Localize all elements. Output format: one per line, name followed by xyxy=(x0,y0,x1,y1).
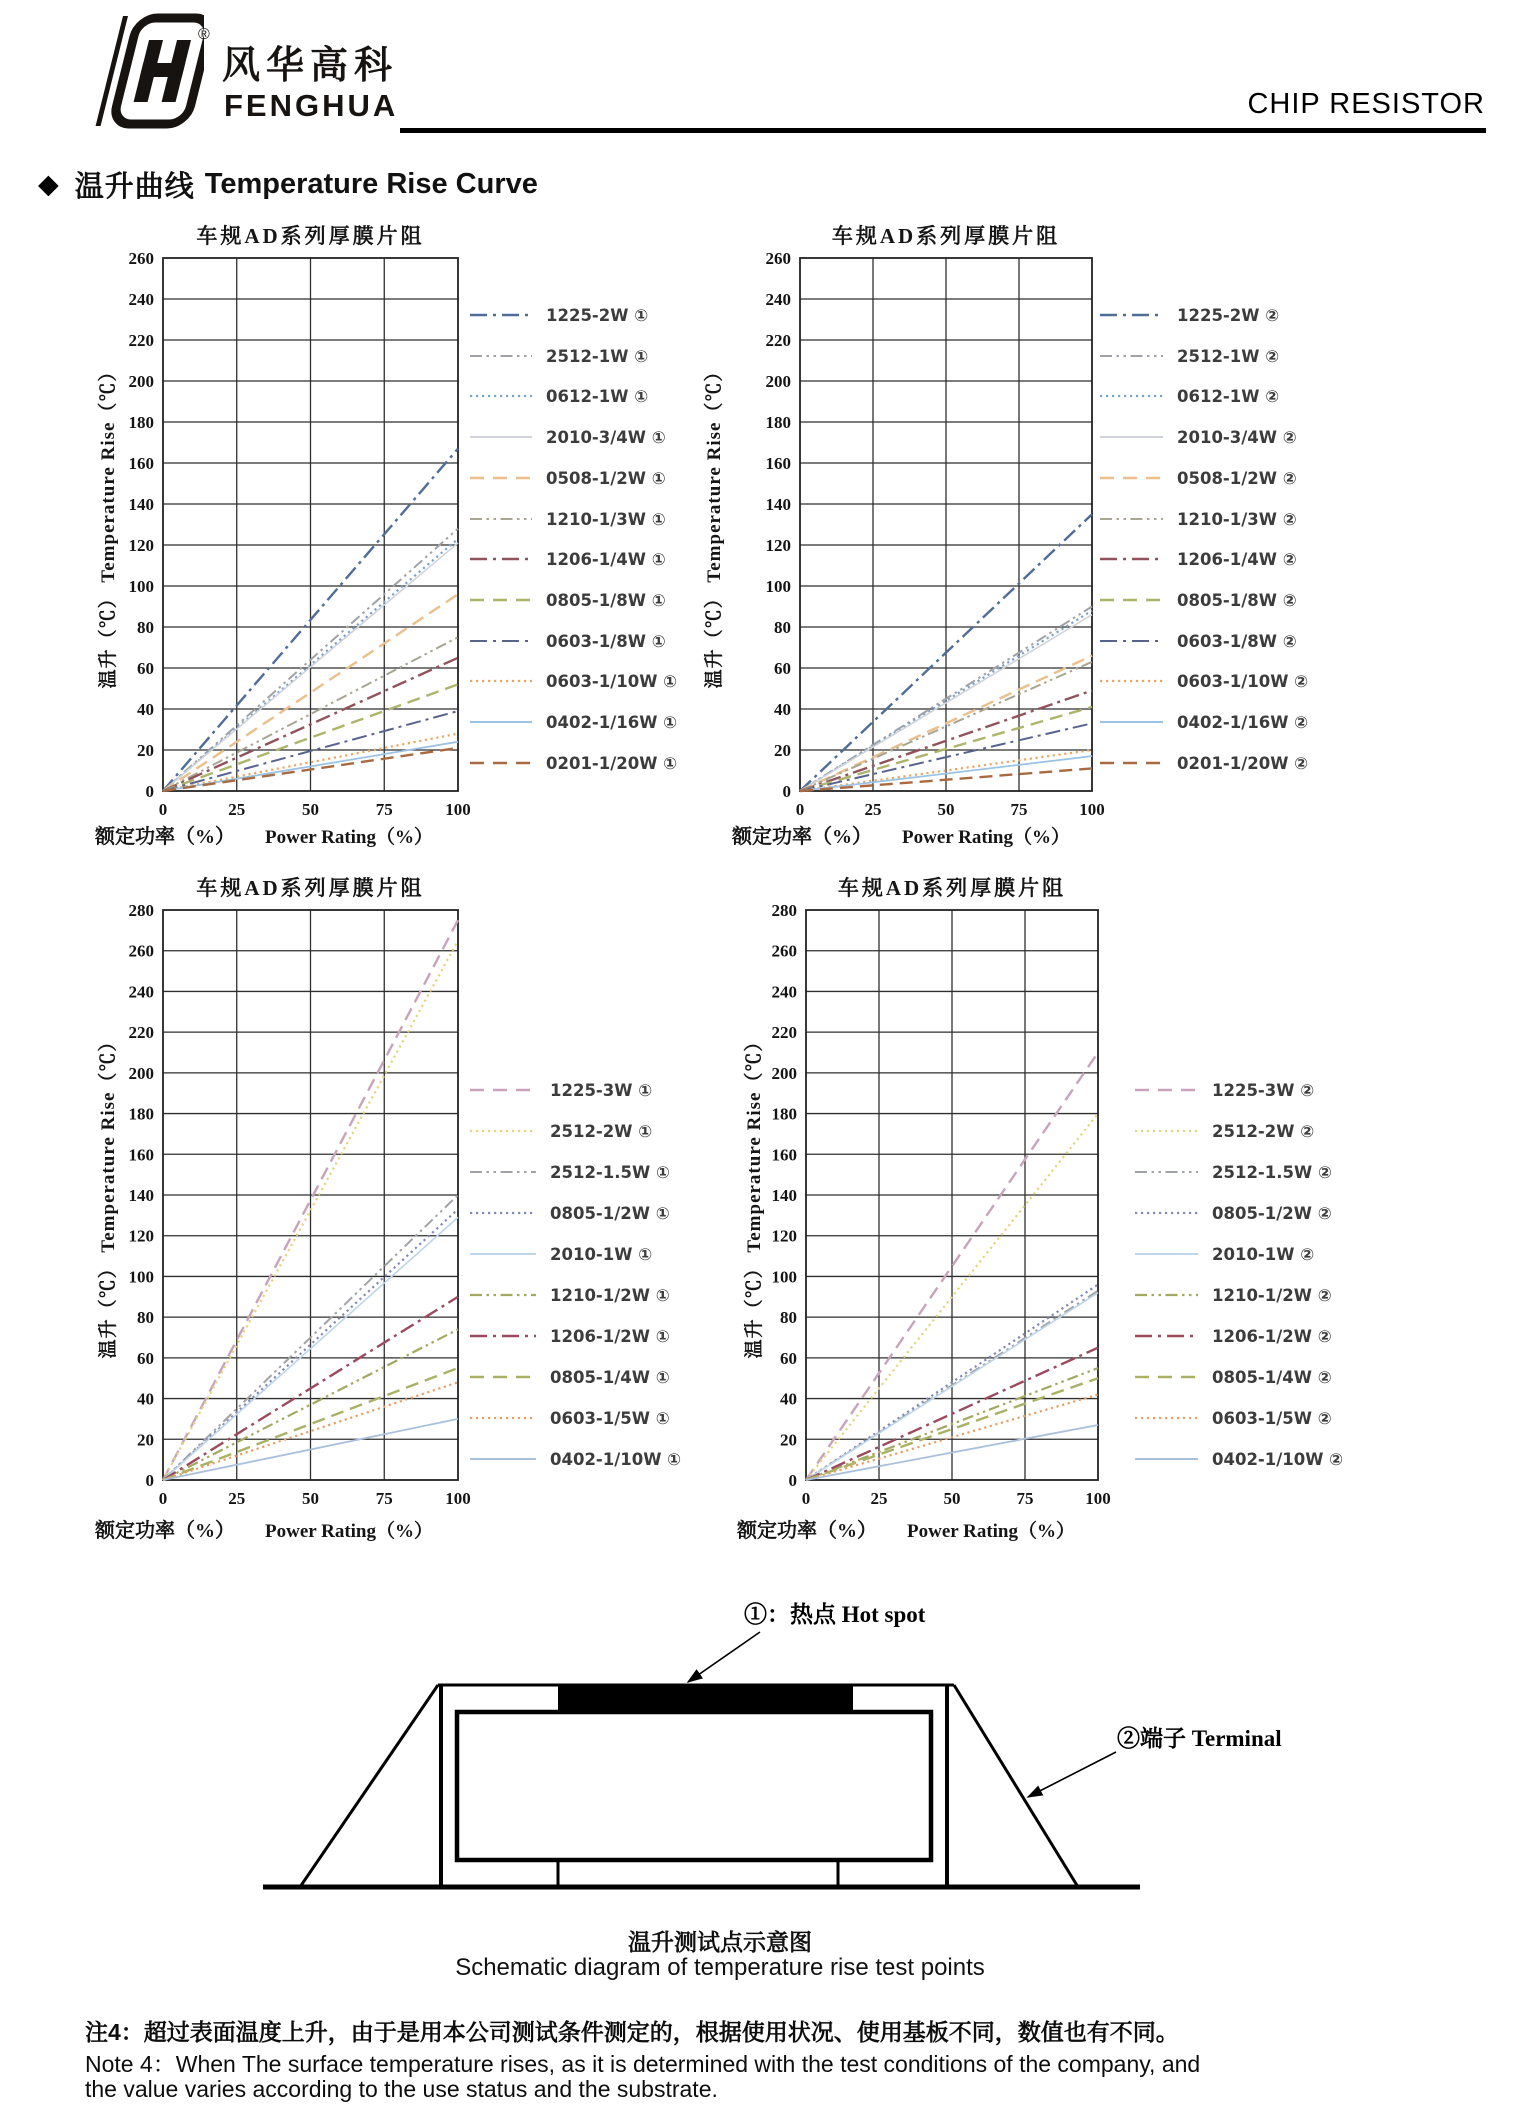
schematic-caption-en-wrap xyxy=(230,1954,1210,1982)
registered-trademark-icon: ® xyxy=(198,26,210,43)
legend-item xyxy=(1135,1079,1314,1101)
y-tick-label: 100 xyxy=(128,577,154,596)
right-solder-fillet xyxy=(954,1685,1078,1887)
note4-english-line1: Note 4：When The surface temperature rises, as it is determined with the test conditions of the company, and xyxy=(85,2051,1201,2077)
legend-line-sample xyxy=(1135,1085,1198,1095)
legend-item xyxy=(1135,1366,1332,1388)
x-axis-title-en: Power Rating（%） xyxy=(265,1521,433,1542)
y-tick-label: 280 xyxy=(771,901,797,920)
x-tick-label: 100 xyxy=(1079,800,1105,819)
y-tick-label: 260 xyxy=(771,941,797,961)
legend-item xyxy=(1135,1120,1314,1142)
y-tick-label: 260 xyxy=(765,249,791,268)
y-tick-label: 240 xyxy=(128,290,154,309)
hot-spot-bar xyxy=(558,1686,853,1711)
legend-label: 2512-1W ② xyxy=(1177,346,1280,366)
legend-item xyxy=(1135,1325,1332,1347)
schematic-caption-cn: 温升测试点示意图 xyxy=(628,1929,812,1955)
legend-label: 1225-3W ① xyxy=(550,1080,653,1100)
legend-line-sample xyxy=(1135,1290,1198,1300)
x-tick-label: 50 xyxy=(943,1489,961,1508)
y-tick-label: 280 xyxy=(128,901,154,920)
y-tick-label: 160 xyxy=(128,454,154,473)
legend-line-sample xyxy=(1135,1372,1198,1382)
section-title-cn: 温升曲线 xyxy=(74,171,195,203)
note4-chinese: 注4：超过表面温度上升，由于是用本公司测试条件测定的，根据使用状况、使用基板不同，数值也有不同。 xyxy=(85,2019,1179,2045)
x-tick-label: 100 xyxy=(445,800,471,819)
legend-label: 1225-2W ② xyxy=(1177,305,1280,325)
x-tick-label: 0 xyxy=(158,800,168,819)
note4-english-line2: the value varies according to the use status and the substrate. xyxy=(85,2076,718,2102)
legend-item xyxy=(1135,1448,1343,1470)
y-tick-label: 180 xyxy=(128,413,154,432)
y-tick-label: 200 xyxy=(128,372,154,391)
legend-item xyxy=(1135,1161,1332,1183)
y-tick-label: 20 xyxy=(774,741,791,760)
legend-label: 1210-1/2W ② xyxy=(1212,1285,1332,1305)
y-tick-label: 40 xyxy=(137,1389,154,1409)
legend-label: 0805-1/4W ② xyxy=(1212,1367,1332,1387)
resistor-body xyxy=(457,1712,931,1860)
legend-label: 1225-3W ② xyxy=(1212,1080,1315,1100)
legend-label: 2512-2W ① xyxy=(550,1121,653,1141)
x-tick-label: 0 xyxy=(801,1489,811,1508)
x-axis-title-en: Power Rating（%） xyxy=(902,827,1070,848)
legend-label: 0402-1/16W ① xyxy=(546,712,678,732)
x-tick-label: 0 xyxy=(795,800,805,819)
legend-item xyxy=(1135,1284,1332,1306)
y-tick-label: 260 xyxy=(128,249,154,268)
y-tick-label: 180 xyxy=(771,1104,797,1124)
y-tick-label: 100 xyxy=(771,1267,797,1287)
legend-label: 1210-1/3W ① xyxy=(546,509,666,529)
y-tick-label: 0 xyxy=(782,782,791,801)
legend-label: 0612-1W ① xyxy=(546,386,649,406)
x-tick-label: 75 xyxy=(1010,800,1028,819)
y-tick-label: 240 xyxy=(765,290,791,309)
legend-label: 0201-1/20W ① xyxy=(546,753,678,773)
legend-label: 1206-1/4W ② xyxy=(1177,549,1297,569)
y-tick-label: 0 xyxy=(788,1471,797,1490)
diamond-bullet-icon: ◆ xyxy=(38,169,59,199)
legend-label: 0612-1W ② xyxy=(1177,386,1280,406)
legend-label: 0402-1/10W ① xyxy=(550,1449,682,1469)
x-axis-title-cn: 额定功率（%） xyxy=(737,1520,877,1542)
x-axis-title-cn: 额定功率（%） xyxy=(95,826,235,848)
legend-label: 0805-1/4W ① xyxy=(550,1367,670,1387)
x-tick-label: 75 xyxy=(375,800,393,819)
legend-label: 1206-1/4W ① xyxy=(546,549,666,569)
x-tick-label: 100 xyxy=(1085,1489,1111,1508)
legend-label: 2512-1.5W ② xyxy=(1212,1162,1332,1182)
x-axis-title-en: Power Rating（%） xyxy=(265,827,433,848)
y-tick-label: 180 xyxy=(765,413,791,432)
legend-label: 2512-1.5W ① xyxy=(550,1162,670,1182)
terminal-arrow xyxy=(1028,1752,1116,1797)
legend-label: 0603-1/8W ② xyxy=(1177,631,1297,651)
legend-label: 0603-1/8W ① xyxy=(546,631,666,651)
logo-english-name: FENGHUA xyxy=(224,88,399,123)
plot-area xyxy=(748,896,1120,1528)
y-tick-label: 260 xyxy=(128,941,154,961)
legend-label: 0805-1/8W ② xyxy=(1177,590,1297,610)
legend-label: 0805-1/2W ① xyxy=(550,1203,670,1223)
y-tick-label: 140 xyxy=(765,495,791,514)
chart-title: 车规AD系列厚膜片阻 xyxy=(196,224,425,248)
hot-spot-label: ①：热点 Hot spot xyxy=(744,1602,926,1627)
legend-label: 2010-1W ① xyxy=(550,1244,653,1264)
y-tick-label: 80 xyxy=(137,1308,154,1328)
y-tick-label: 240 xyxy=(128,982,154,1002)
y-tick-label: 20 xyxy=(137,1430,154,1450)
legend-label: 0402-1/16W ② xyxy=(1177,712,1309,732)
chart-title: 车规AD系列厚膜片阻 xyxy=(196,876,425,900)
x-tick-label: 25 xyxy=(228,800,246,819)
page-header-title: CHIP RESISTOR xyxy=(1247,88,1485,120)
y-tick-label: 220 xyxy=(771,1023,797,1043)
x-axis-title xyxy=(737,1514,1075,1543)
legend-line-sample xyxy=(1135,1249,1198,1259)
terminal-label: ②端子 Terminal xyxy=(1117,1726,1282,1751)
y-tick-label: 200 xyxy=(765,372,791,391)
legend-label: 1210-1/3W ② xyxy=(1177,509,1297,529)
legend-label: 1206-1/2W ① xyxy=(550,1326,670,1346)
x-axis-title-cn: 额定功率（%） xyxy=(95,1520,235,1542)
x-axis-title-en: Power Rating（%） xyxy=(907,1521,1075,1542)
schematic-caption-cn-wrap xyxy=(230,1924,1210,1957)
x-tick-label: 25 xyxy=(864,800,882,819)
x-tick-label: 0 xyxy=(158,1489,168,1508)
legend-label: 0201-1/20W ② xyxy=(1177,753,1309,773)
y-tick-label: 140 xyxy=(771,1186,797,1205)
y-tick-label: 80 xyxy=(137,618,154,637)
y-tick-label: 220 xyxy=(128,1023,154,1043)
y-axis-label: 温升（℃） Temperature Rise（℃） xyxy=(704,361,725,688)
legend-label: 0805-1/8W ① xyxy=(546,590,666,610)
y-tick-label: 100 xyxy=(765,577,791,596)
x-tick-label: 50 xyxy=(302,800,319,819)
legend-label: 2010-3/4W ② xyxy=(1177,427,1297,447)
x-tick-label: 50 xyxy=(302,1489,319,1508)
y-tick-label: 0 xyxy=(145,782,154,801)
y-tick-label: 140 xyxy=(128,1186,154,1205)
hot-spot-arrow xyxy=(688,1632,760,1682)
legend-label: 1210-1/2W ① xyxy=(550,1285,670,1305)
logo-chinese-name: 风华高科 xyxy=(222,45,399,87)
y-tick-label: 20 xyxy=(780,1430,797,1450)
y-tick-label: 180 xyxy=(128,1104,154,1124)
legend-label: 2512-1W ① xyxy=(546,346,649,366)
legend-label: 1206-1/2W ② xyxy=(1212,1326,1332,1346)
y-tick-label: 60 xyxy=(137,659,154,678)
chart-title: 车规AD系列厚膜片阻 xyxy=(837,876,1067,900)
chart-title: 车规AD系列厚膜片阻 xyxy=(831,224,1061,248)
x-tick-label: 25 xyxy=(870,1489,888,1508)
y-tick-label: 220 xyxy=(765,331,791,350)
legend-label: 0402-1/10W ② xyxy=(1212,1449,1344,1469)
legend-line-sample xyxy=(1135,1331,1198,1341)
y-axis-label: 温升（℃） Temperature Rise（℃） xyxy=(98,1031,119,1359)
legend-label: 2010-1W ② xyxy=(1212,1244,1315,1264)
y-tick-label: 140 xyxy=(128,495,154,514)
y-axis-label: 温升（℃） Temperature Rise（℃） xyxy=(98,361,119,688)
x-tick-label: 100 xyxy=(445,1489,471,1508)
legend-label: 0508-1/2W ① xyxy=(546,468,666,488)
y-tick-label: 200 xyxy=(128,1063,154,1083)
y-tick-label: 60 xyxy=(137,1348,154,1368)
x-axis-title-cn: 额定功率（%） xyxy=(732,826,872,848)
legend-label: 2512-2W ② xyxy=(1212,1121,1315,1141)
y-axis-label: 温升（℃） Temperature Rise（℃） xyxy=(744,1031,765,1359)
y-tick-label: 220 xyxy=(128,331,154,350)
y-tick-label: 0 xyxy=(145,1471,154,1490)
legend-label: 1225-2W ① xyxy=(546,305,649,325)
y-tick-label: 160 xyxy=(771,1145,797,1165)
y-tick-label: 160 xyxy=(765,454,791,473)
x-tick-label: 75 xyxy=(1016,1489,1034,1508)
y-tick-label: 40 xyxy=(137,700,154,719)
legend-line-sample xyxy=(1135,1208,1198,1218)
y-tick-label: 80 xyxy=(780,1308,797,1328)
legend-label: 0805-1/2W ② xyxy=(1212,1203,1332,1223)
y-tick-label: 40 xyxy=(774,700,791,719)
legend-item xyxy=(1135,1407,1332,1429)
legend-label: 0603-1/5W ② xyxy=(1212,1408,1332,1428)
legend-label: 0603-1/5W ① xyxy=(550,1408,670,1428)
legend-label: 2010-3/4W ① xyxy=(546,427,666,447)
x-tick-label: 50 xyxy=(937,800,955,819)
left-solder-fillet xyxy=(300,1685,438,1887)
legend-line-sample xyxy=(1135,1126,1198,1136)
legend-line-sample xyxy=(1135,1167,1198,1177)
y-tick-label: 160 xyxy=(128,1145,154,1165)
y-tick-label: 60 xyxy=(780,1348,797,1368)
temperature-test-point-schematic xyxy=(240,1580,1150,1910)
section-title-en: Temperature Rise Curve xyxy=(204,168,538,200)
legend-item xyxy=(1135,1202,1332,1224)
y-tick-label: 40 xyxy=(780,1389,797,1409)
x-tick-label: 75 xyxy=(375,1489,393,1508)
y-tick-label: 200 xyxy=(771,1063,797,1083)
y-tick-label: 120 xyxy=(128,536,154,555)
y-tick-label: 60 xyxy=(774,659,791,678)
x-tick-label: 25 xyxy=(228,1489,246,1508)
legend-item xyxy=(1135,1243,1314,1265)
y-tick-label: 20 xyxy=(137,741,154,760)
y-tick-label: 120 xyxy=(128,1226,154,1246)
y-tick-label: 120 xyxy=(771,1226,797,1246)
schematic-caption-en: Schematic diagram of temperature rise test points xyxy=(455,1954,985,1981)
legend-line-sample xyxy=(1135,1413,1198,1423)
y-tick-label: 120 xyxy=(765,536,791,555)
legend-label: 0603-1/10W ① xyxy=(546,671,678,691)
y-tick-label: 100 xyxy=(128,1267,154,1287)
y-tick-label: 80 xyxy=(774,618,791,637)
y-tick-label: 240 xyxy=(771,982,797,1002)
legend-label: 0508-1/2W ② xyxy=(1177,468,1297,488)
legend-label: 0603-1/10W ② xyxy=(1177,671,1309,691)
legend-line-sample xyxy=(1135,1454,1198,1464)
